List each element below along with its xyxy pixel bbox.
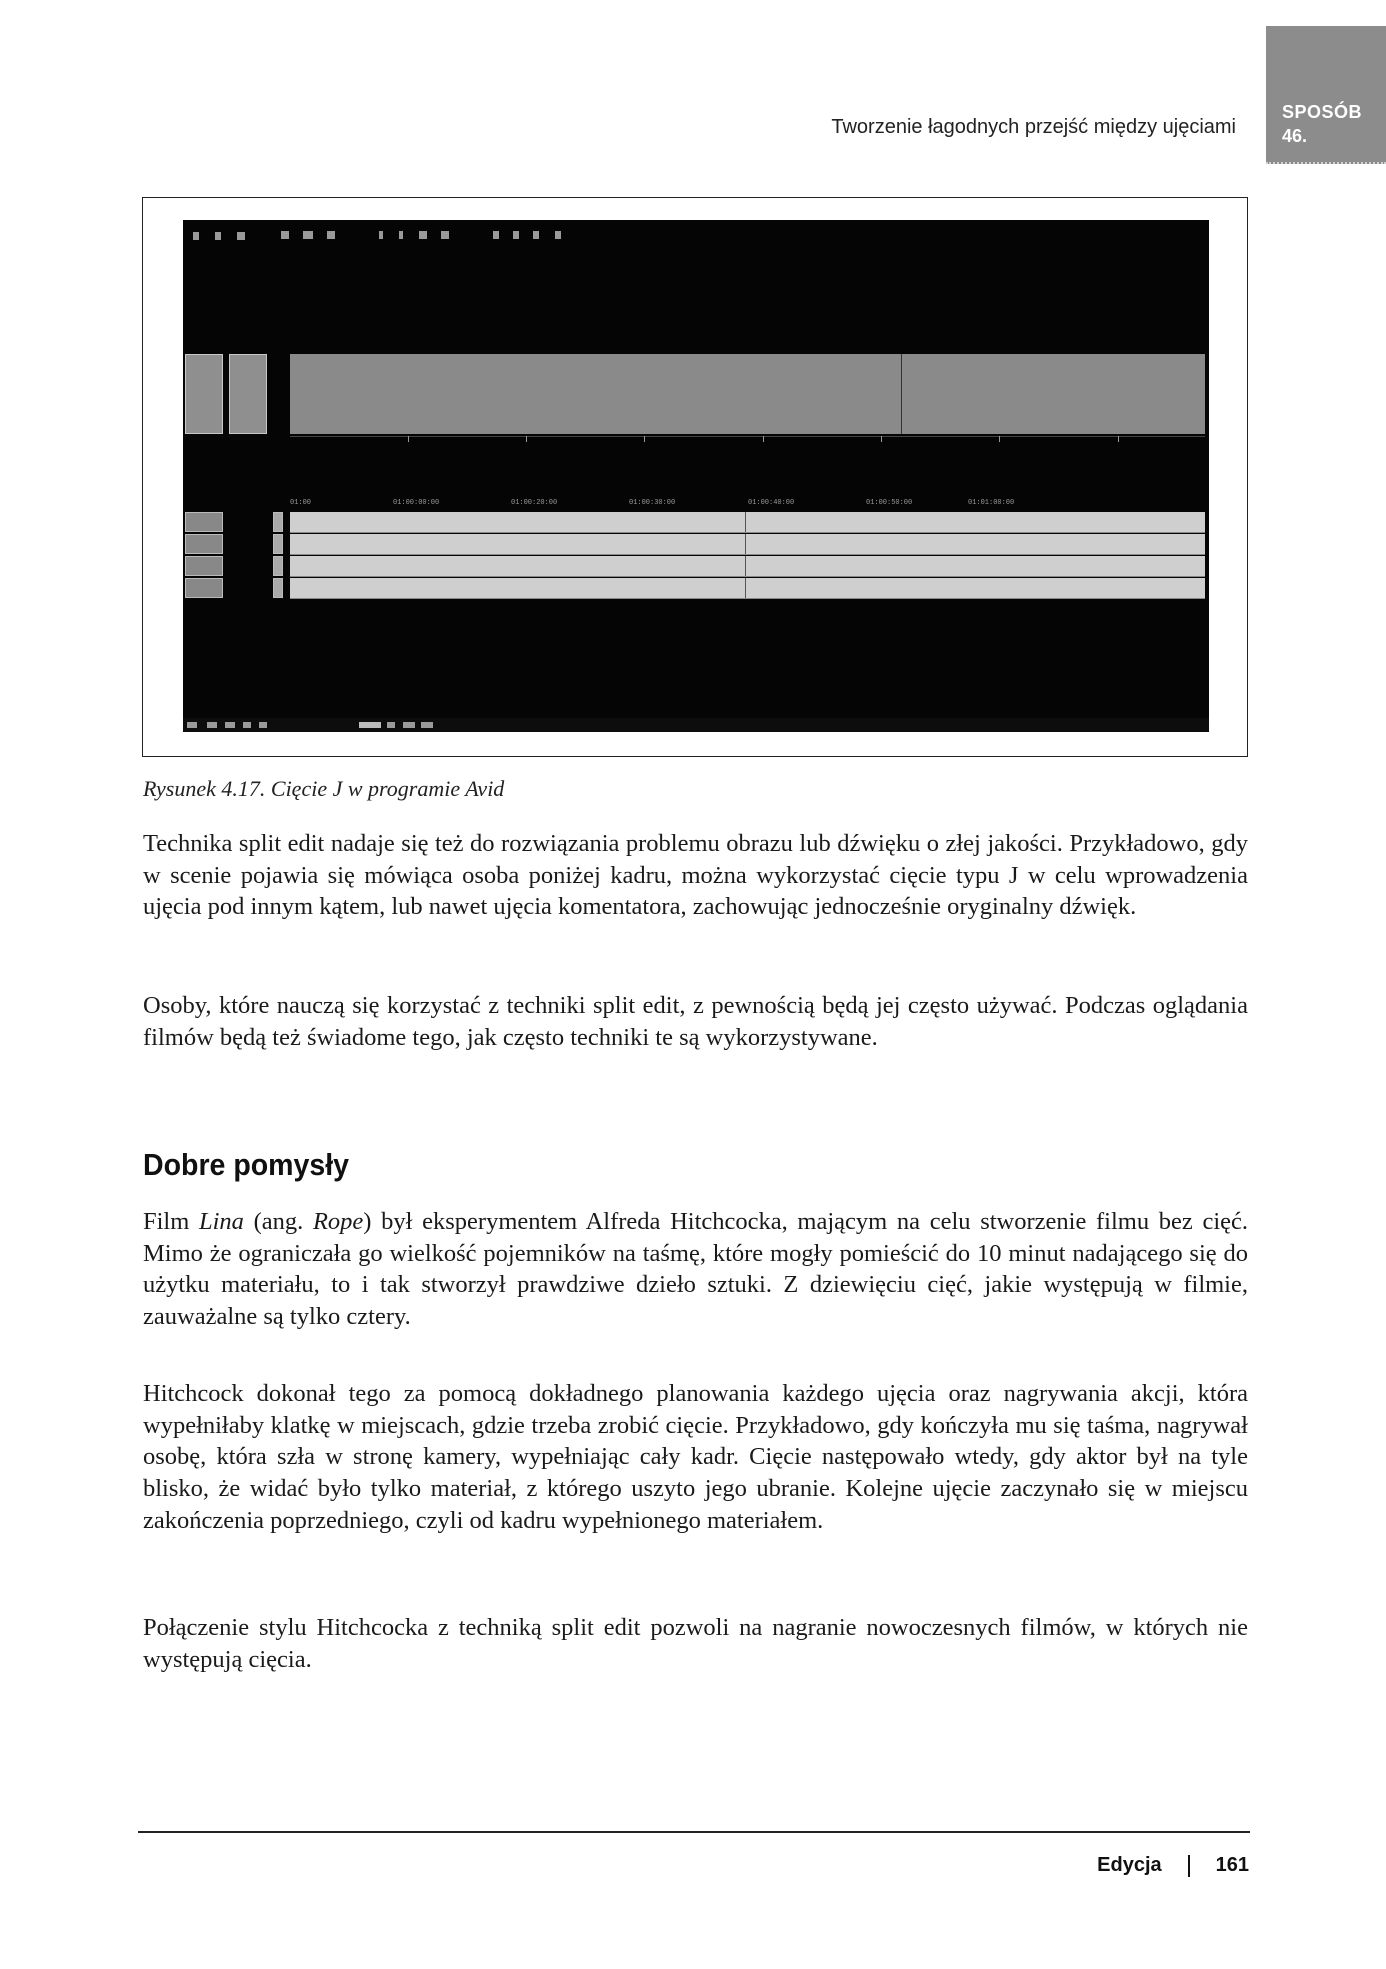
audio-track-a2 xyxy=(290,534,1205,555)
audio-track-a3 xyxy=(290,556,1205,577)
toolbar-icon xyxy=(259,722,267,728)
section-label: SPOSÓB xyxy=(1282,102,1363,122)
toolbar-icon xyxy=(379,231,383,239)
footer-chapter: Edycja xyxy=(1097,1854,1162,1876)
toolbar-icon xyxy=(421,722,433,728)
track-toggle xyxy=(273,556,283,576)
figure-frame xyxy=(142,197,1248,757)
toolbar-icon xyxy=(215,232,221,240)
ruler-tick xyxy=(526,436,527,442)
toolbar-icon xyxy=(555,231,561,239)
toolbar-icon xyxy=(513,231,519,239)
video-clip xyxy=(290,354,1205,434)
text-run: Lina xyxy=(198,1208,244,1235)
text-run: (ang. xyxy=(243,1208,313,1235)
paragraph: Połączenie stylu Hitchcocka z techniką split edit pozwoli na nagranie nowoczesnych filmów, w których nie występują cięcia. xyxy=(143,1614,1248,1673)
toolbar-icon xyxy=(327,231,335,239)
paragraph: Technika split edit nadaje się też do rozwiązania problemu obrazu lub dźwięku o złej jakości. Przykładowo, gdy w scenie pojawia się mówiąca osoba poniżej kadru, można wykorzystać cięcie typu J w celu wprowadzenia ujęcia pod innym kątem, lub nawet ujęcia komentatora, zachowując jednocześnie oryginalny dźwięk. xyxy=(143,830,1248,921)
toolbar-icon xyxy=(281,231,289,239)
toolbar-icon xyxy=(493,231,499,239)
avid-timeline-screenshot xyxy=(183,220,1209,732)
track-toggle xyxy=(273,578,283,598)
section-tab xyxy=(1266,26,1386,164)
footer-rule xyxy=(138,1831,1250,1833)
section-heading: Dobre pomysły xyxy=(143,1147,350,1182)
timeline-ruler xyxy=(290,436,1205,437)
ruler-tick xyxy=(881,436,882,442)
toolbar-icon xyxy=(303,231,313,239)
toolbar-icon xyxy=(237,232,245,240)
ruler-tick xyxy=(763,436,764,442)
toolbar-icon xyxy=(419,231,427,239)
toolbar-icon xyxy=(533,231,539,239)
ruler-tick xyxy=(1118,436,1119,442)
toolbar-icon xyxy=(399,231,403,239)
paragraph xyxy=(143,1206,1248,1333)
toolbar-icon xyxy=(403,722,415,728)
toolbar-icon xyxy=(243,722,251,728)
toolbar-icon xyxy=(193,232,199,240)
track-header xyxy=(185,534,223,554)
timecode-label: 01:00 xyxy=(290,499,312,507)
ruler-tick xyxy=(999,436,1000,442)
audio-track-a1 xyxy=(290,512,1205,533)
toolbar-icon xyxy=(207,722,217,728)
timecode-label: 01:00:40:00 xyxy=(748,499,795,507)
track-header xyxy=(185,556,223,576)
paragraph: Hitchcock dokonał tego za pomocą dokładnego planowania każdego ujęcia oraz nagrywania akcji, która wypełniłaby klatkę w miejscach, gdzie trzeba zrobić cięcie. Przykładowo, gdy kończyła mu się taśma, nagrywał osobę, która szła w stronę kamery, wypełniając cały kadr. Cięcie następowało wtedy, gdy aktor był na tyle blisko, że widać było tylko materiał, z którego uszyto jego ubranie. Kolejne ujęcie zaczynało się w miejscu zakończenia poprzedniego, czyli od kadru wypełnionego materiałem. xyxy=(143,1380,1248,1534)
cut-marker xyxy=(901,354,902,434)
track-toggle xyxy=(273,512,283,532)
toolbar-icon xyxy=(387,722,395,728)
timecode-label: 01:00:30:00 xyxy=(629,499,676,507)
timecode-label: 01:00:00:00 xyxy=(393,499,440,507)
text-run: ) był eksperymentem Alfreda Hitchcocka, mającym na celu stworzenie filmu bez cięć. Mimo że ograniczała go wielkość pojemników na taśmę, które mogły pomieścić do 10 minut nadającego się do użytku materiału, to i tak stworzył prawdziwe dzieło sztuki. Z dziewięciu cięć, jakie występują w filmie, zauważalne są tylko cztery. xyxy=(143,1208,1248,1331)
timecode-label: 01:00:20:00 xyxy=(511,499,558,507)
page-number: 161 xyxy=(1215,1854,1249,1876)
timecode-label: 01:01:00:00 xyxy=(968,499,1015,507)
toolbar-icon xyxy=(359,722,381,728)
track-header xyxy=(185,578,223,598)
audio-track-a4 xyxy=(290,578,1205,599)
paragraph: Osoby, które nauczą się korzystać z techniki split edit, z pewnością będą jej często używać. Podczas oglądania filmów będą też świadome tego, jak często techniki te są wykorzystywane. xyxy=(143,992,1248,1051)
text-run: Rope xyxy=(312,1208,364,1235)
track-thumbnail xyxy=(229,354,267,434)
toolbar-icon xyxy=(187,722,197,728)
running-header-title: Tworzenie łagodnych przejść między ujęciami xyxy=(831,116,1236,138)
track-thumbnail xyxy=(185,354,223,434)
timecode-label: 01:00:50:00 xyxy=(866,499,913,507)
page-footer xyxy=(1097,1854,1249,1877)
figure-caption: Rysunek 4.17. Cięcie J w programie Avid xyxy=(143,776,505,801)
track-header xyxy=(185,512,223,532)
footer-separator xyxy=(1188,1855,1190,1877)
text-run: Film xyxy=(143,1208,199,1235)
bottom-toolbar xyxy=(183,718,1209,732)
track-toggle xyxy=(273,534,283,554)
ruler-tick xyxy=(644,436,645,442)
section-number: 46. xyxy=(1282,126,1308,146)
toolbar-icon xyxy=(225,722,235,728)
ruler-tick xyxy=(408,436,409,442)
toolbar-icon xyxy=(441,231,449,239)
